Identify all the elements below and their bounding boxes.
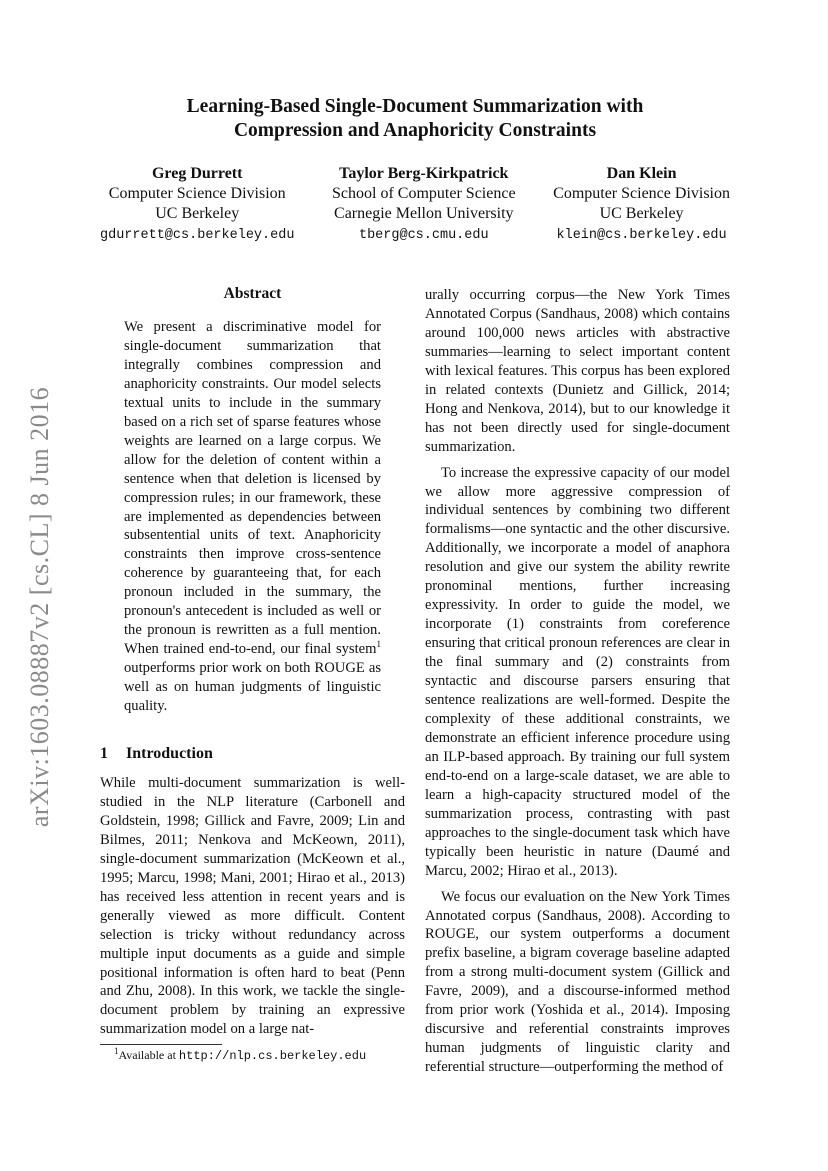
author-block bbox=[100, 164, 730, 246]
author-department: School of Computer Science bbox=[332, 185, 516, 202]
author-department: Computer Science Division bbox=[553, 185, 730, 202]
arxiv-identifier-text: arXiv:1603.08887v2 [cs.CL] 8 Jun 2016 bbox=[25, 386, 54, 828]
abstract-heading: Abstract bbox=[223, 285, 282, 302]
intro-paragraph: While multi-document summarization is well-studied in the NLP literature (Carbonell and Goldstein, 1998; Gillick and Favre, 2009; Lin and Bilmes, 2011; Nenkova and McKeown, 2011), single-document summarization (McKeown et al., 1995; Marcu, 1998; Mani, 2001; Hirao et al., 2013) has received less attention in recent years and is generally viewed as more difficult. Content selection is tricky without redundancy across multiple input documents as a guide and simple positional information is often hard to beat (Penn and Zhu, 2008). In this work, we tackle the single-document problem by training an expressive summarization model on a large nat- bbox=[100, 775, 405, 1038]
author-institution: UC Berkeley bbox=[155, 205, 240, 222]
footnote-rule bbox=[100, 1044, 222, 1045]
right-paragraph-2: To increase the expressive capacity of our model we allow more aggressive compression of individual sentences by combining two different formalisms—one syntactic and the other discursive. Additionally, we incorporate a model of anaphora resolution and give our system the ability rewrite pronominal mentions, further increasing expressivity. In order to guide the model, we incorporate (1) constraints from coreference ensuring that critical pronoun references are clear in the final summary and (2) constraints from syntactic and discourse parsers ensuring that sentence realizations are well-formed. Despite the complexity of these additional constraints, we demonstrate an efficient inference procedure using an ILP-based approach. By training our full system end-to-end on a large-scale dataset, we are able to learn a high-capacity structured model of the summarization process, contrasting with past approaches to the single-document task which have typically been heuristic in nature (Daumé and Marcu, 2002; Hirao et al., 2013). bbox=[425, 464, 730, 879]
right-column bbox=[425, 286, 730, 1077]
footnote bbox=[100, 1048, 366, 1063]
arxiv-identifier bbox=[22, 372, 58, 842]
author-2 bbox=[332, 164, 516, 246]
footnote-text: Available at bbox=[118, 1048, 179, 1062]
abstract-paragraph bbox=[124, 318, 381, 716]
title-line-1: Learning-Based Single-Document Summarization with bbox=[186, 96, 644, 117]
abstract-text-end: outperforms prior work on both ROUGE as well as on human judgments of linguistic quality. bbox=[124, 660, 381, 715]
footnote-number: 1 bbox=[114, 1046, 119, 1056]
author-3 bbox=[553, 164, 730, 246]
author-name: Taylor Berg-Kirkpatrick bbox=[339, 165, 509, 182]
author-name: Dan Klein bbox=[606, 165, 677, 182]
author-institution: Carnegie Mellon University bbox=[334, 205, 514, 222]
author-institution: UC Berkeley bbox=[599, 205, 684, 222]
section-title: Introduction bbox=[126, 745, 213, 762]
author-email: klein@cs.berkeley.edu bbox=[556, 228, 727, 243]
section-heading bbox=[100, 745, 213, 763]
author-email: gdurrett@cs.berkeley.edu bbox=[100, 228, 295, 243]
right-paragraph-3: We focus our evaluation on the New York Times Annotated corpus (Sandhaus, 2008). According to ROUGE, our system outperforms a document prefix baseline, a bigram coverage baseline adapted from a strong multi-document system (Gillick and Favre, 2009), and a discourse-informed method from prior work (Yoshida et al., 2014). Imposing discursive and referential constraints improves human judgments of linguistic clarity and referential structure—outperforming the method of bbox=[425, 888, 730, 1076]
intro-left-column bbox=[100, 774, 405, 1039]
footnote-marker: 1 bbox=[376, 639, 381, 650]
section-number: 1 bbox=[100, 745, 108, 762]
right-paragraph-1: urally occurring corpus—the New York Times Annotated Corpus (Sandhaus, 2008) which contains around 100,000 news articles with abstractive summaries—learning to select important content with lexical features. This corpus has been explored in related contexts (Dunietz and Gillick, 2014; Hong and Nenkova, 2014), but to our knowledge it has not been directly used for single-document summarization. bbox=[425, 287, 730, 455]
author-1 bbox=[100, 164, 294, 246]
author-name: Greg Durrett bbox=[151, 165, 243, 182]
paper-title bbox=[100, 95, 730, 143]
abstract-body bbox=[124, 318, 381, 716]
abstract-text: We present a discriminative model for single-document summarization that integrally combines compression and anaphoricity constraints. Our model selects textual units to include in the summary based on a rich set of sparse features whose weights are learned on a large corpus. We allow for the deletion of content within a sentence when that deletion is licensed by compression rules; in our framework, these are implemented as dependencies between subsentential units of text. Anaphoricity constraints then improve cross-sentence coherence by guaranteeing that, for each pronoun included in the summary, the pronoun's antecedent is included as well or the pronoun is rewritten as a full mention. When trained end-to-end, our final system bbox=[124, 319, 381, 658]
author-department: Computer Science Division bbox=[108, 185, 286, 202]
title-line-2: Compression and Anaphoricity Constraints bbox=[233, 120, 597, 141]
author-email: tberg@cs.cmu.edu bbox=[358, 228, 489, 243]
footnote-url[interactable]: http://nlp.cs.berkeley.edu bbox=[178, 1049, 367, 1063]
